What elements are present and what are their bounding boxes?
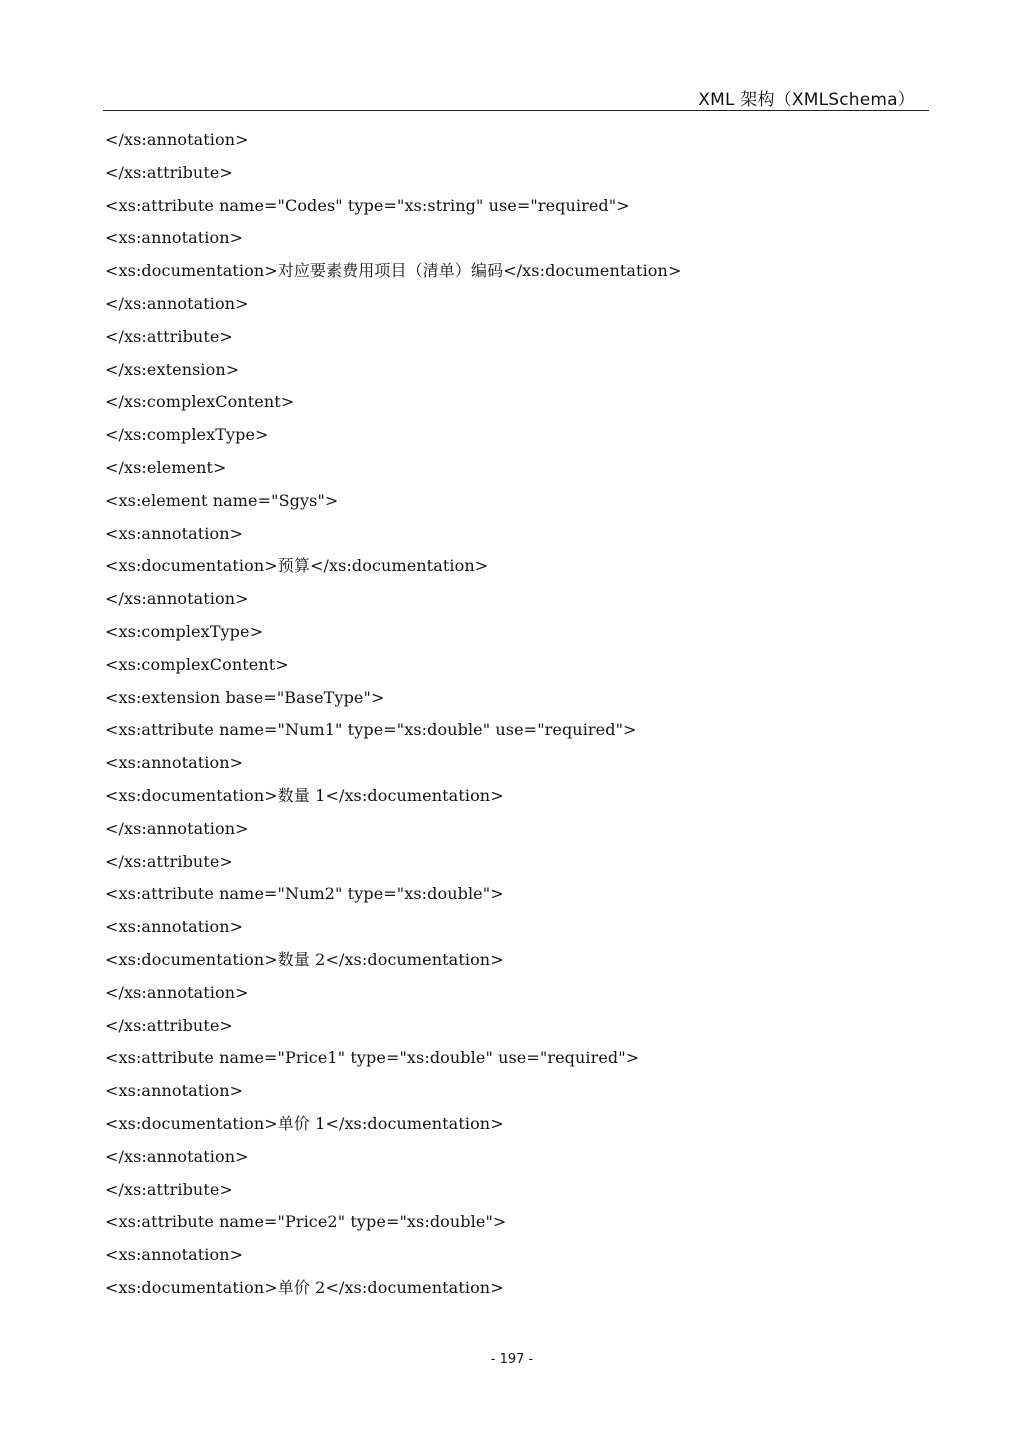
code-line-25: <xs:annotation> <box>105 917 244 937</box>
code-line-2: </xs:attribute> <box>105 162 233 182</box>
header-title: XML 架构（XMLSchema） <box>698 90 915 110</box>
code-line-28: </xs:attribute> <box>105 1015 233 1035</box>
code-line-29: <xs:attribute name="Price1" type="xs:double" use="required"> <box>105 1048 640 1068</box>
code-line-8: </xs:extension> <box>105 359 240 379</box>
code-line-9: </xs:complexContent> <box>105 392 295 412</box>
code-line-26: <xs:documentation>数量 2</xs:documentation> <box>105 949 504 969</box>
code-line-36: <xs:documentation>单价 2</xs:documentation> <box>105 1277 504 1297</box>
code-line-20: <xs:annotation> <box>105 753 244 773</box>
code-line-14: <xs:documentation>预算</xs:documentation> <box>105 556 489 576</box>
code-line-13: <xs:annotation> <box>105 523 244 543</box>
code-line-34: <xs:attribute name="Price2" type="xs:double"> <box>105 1212 507 1232</box>
code-line-35: <xs:annotation> <box>105 1245 244 1265</box>
code-block <box>105 124 925 1305</box>
code-line-18: <xs:extension base="BaseType"> <box>105 687 385 707</box>
code-line-19: <xs:attribute name="Num1" type="xs:double" use="required"> <box>105 720 637 740</box>
code-line-32: </xs:annotation> <box>105 1146 249 1166</box>
code-line-30: <xs:annotation> <box>105 1081 244 1101</box>
code-line-10: </xs:complexType> <box>105 425 269 445</box>
code-line-17: <xs:complexContent> <box>105 654 289 674</box>
code-line-11: </xs:element> <box>105 457 227 477</box>
code-line-21: <xs:documentation>数量 1</xs:documentation> <box>105 785 504 805</box>
code-line-33: </xs:attribute> <box>105 1179 233 1199</box>
code-line-31: <xs:documentation>单价 1</xs:documentation> <box>105 1113 504 1133</box>
code-line-5: <xs:documentation>对应要素费用项目（清单）编码</xs:documentation> <box>105 261 682 281</box>
code-line-15: </xs:annotation> <box>105 589 249 609</box>
code-line-6: </xs:annotation> <box>105 293 249 313</box>
code-line-12: <xs:element name="Sgys"> <box>105 490 339 510</box>
code-line-24: <xs:attribute name="Num2" type="xs:double"> <box>105 884 504 904</box>
code-line-22: </xs:annotation> <box>105 818 249 838</box>
code-line-27: </xs:annotation> <box>105 982 249 1002</box>
code-line-3: <xs:attribute name="Codes" type="xs:string" use="required"> <box>105 195 630 215</box>
code-line-7: </xs:attribute> <box>105 326 233 346</box>
page-number: - 197 - <box>490 1352 534 1367</box>
code-line-1: </xs:annotation> <box>105 130 249 149</box>
code-line-16: <xs:complexType> <box>105 621 264 641</box>
page-header <box>103 82 929 111</box>
code-line-23: </xs:attribute> <box>105 851 233 871</box>
code-line-4: <xs:annotation> <box>105 228 244 248</box>
